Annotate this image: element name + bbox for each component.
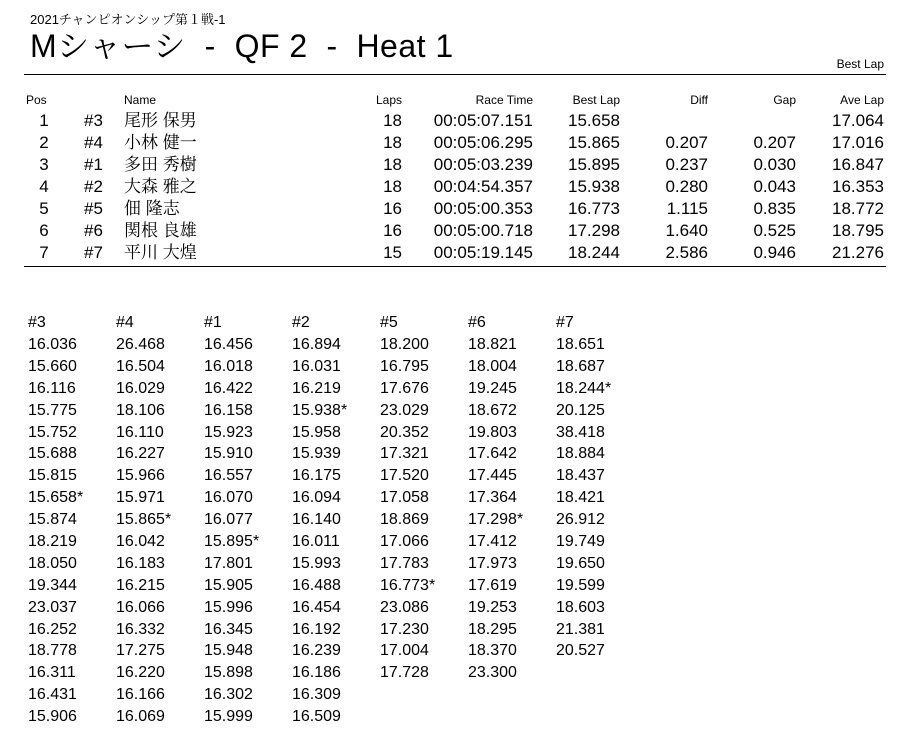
race-time-cell: 00:04:54.357 bbox=[433, 177, 533, 196]
ave-lap-cell: 16.353 bbox=[832, 177, 884, 196]
driver-name-cell: 佃 隆志 bbox=[124, 199, 180, 218]
lap-time: 15.993 bbox=[292, 554, 341, 572]
lap-time: 15.971 bbox=[116, 489, 165, 507]
best-lap-cell: 16.773 bbox=[568, 199, 620, 218]
table-row bbox=[0, 198, 900, 220]
lap-time: 16.175 bbox=[292, 467, 341, 485]
lap-time: 15.906 bbox=[28, 708, 77, 726]
lap-time: 16.011 bbox=[292, 533, 340, 551]
lap-time: 16.422 bbox=[204, 379, 253, 397]
lap-time: 17.676 bbox=[380, 379, 429, 397]
lap-time: 17.058 bbox=[380, 489, 429, 507]
lap-time: 20.527 bbox=[556, 642, 605, 660]
col-header-laps: Laps bbox=[375, 93, 402, 107]
lap-time: 16.066 bbox=[116, 598, 165, 616]
pos-cell: 6 bbox=[39, 221, 49, 240]
diff-cell: 2.586 bbox=[665, 243, 708, 262]
lap-time: 17.728 bbox=[380, 664, 429, 682]
laps-cell: 18 bbox=[383, 177, 402, 196]
lap-time: 18.651 bbox=[556, 336, 605, 353]
lap-time: 18.421 bbox=[556, 489, 605, 507]
lap-time: 16.332 bbox=[116, 620, 165, 638]
lap-time: 15.948 bbox=[204, 642, 253, 660]
race-time-cell: 00:05:06.295 bbox=[433, 133, 533, 152]
gap-cell: 0.525 bbox=[753, 221, 796, 240]
lap-time: 17.520 bbox=[380, 467, 429, 485]
lap-column-car-number: #7 bbox=[556, 314, 574, 331]
pos-cell: 1 bbox=[39, 111, 49, 130]
lap-column bbox=[292, 312, 378, 728]
lap-time: 15.966 bbox=[116, 467, 165, 485]
race-time-cell: 00:05:00.718 bbox=[433, 221, 533, 240]
lap-column bbox=[204, 312, 290, 728]
lap-time: 16.557 bbox=[204, 467, 253, 485]
lap-column-car-number: #2 bbox=[292, 314, 310, 331]
gap-cell: 0.207 bbox=[753, 133, 796, 152]
lap-time: 17.275 bbox=[116, 642, 165, 660]
race-time-cell: 00:05:19.145 bbox=[433, 243, 533, 262]
lap-column-car-number: #3 bbox=[28, 314, 46, 331]
lap-time: 38.418 bbox=[556, 423, 605, 441]
lap-times-grid bbox=[28, 312, 728, 732]
col-header-pos: Pos bbox=[26, 93, 47, 107]
event-subtitle: 2021チャンピオンシップ第１戦-1 bbox=[30, 12, 226, 27]
lap-time: 17.973 bbox=[468, 554, 517, 572]
lap-time: 15.874 bbox=[28, 511, 77, 529]
lap-time: 18.200 bbox=[380, 336, 429, 353]
ave-lap-cell: 17.064 bbox=[832, 111, 884, 130]
lap-time: 17.321 bbox=[380, 445, 429, 463]
lap-column bbox=[468, 312, 554, 684]
best-lap-caption: Best Lap bbox=[836, 57, 884, 71]
lap-time: 16.431 bbox=[28, 686, 77, 704]
lap-column-car-number: #4 bbox=[116, 314, 134, 331]
lap-time: 26.912 bbox=[556, 511, 605, 529]
lap-time: 15.898 bbox=[204, 664, 253, 682]
lap-time: 17.230 bbox=[380, 620, 429, 638]
car-number-cell: #4 bbox=[84, 133, 103, 152]
col-header-diff: Diff bbox=[690, 93, 708, 107]
lap-time: 17.619 bbox=[468, 576, 517, 594]
laps-cell: 18 bbox=[383, 155, 402, 174]
lap-time: 15.938* bbox=[292, 401, 348, 419]
diff-cell: 1.115 bbox=[666, 199, 708, 218]
col-header-best-lap: Best Lap bbox=[572, 93, 620, 107]
car-number-cell: #2 bbox=[84, 177, 103, 196]
lap-time: 16.219 bbox=[292, 379, 341, 397]
divider-top bbox=[24, 74, 886, 75]
car-number-cell: #5 bbox=[84, 199, 103, 218]
laps-cell: 15 bbox=[383, 243, 402, 262]
car-number-cell: #7 bbox=[84, 243, 103, 262]
best-lap-cell: 15.865 bbox=[568, 133, 620, 152]
lap-time: 18.050 bbox=[28, 554, 77, 572]
lap-time: 16.488 bbox=[292, 576, 341, 594]
race-time-cell: 00:05:03.239 bbox=[433, 155, 533, 174]
lap-time: 15.660 bbox=[28, 357, 77, 375]
pos-cell: 5 bbox=[39, 199, 49, 218]
lap-time: 17.412 bbox=[468, 533, 517, 551]
ave-lap-cell: 16.847 bbox=[832, 155, 884, 174]
lap-time: 16.773* bbox=[380, 576, 436, 594]
lap-time: 19.245 bbox=[468, 379, 517, 397]
diff-cell: 0.280 bbox=[665, 177, 708, 196]
pos-cell: 3 bbox=[39, 155, 49, 174]
lap-time: 16.042 bbox=[116, 533, 165, 551]
lap-time: 18.672 bbox=[468, 401, 517, 419]
lap-time: 15.958 bbox=[292, 423, 341, 441]
lap-time: 23.086 bbox=[380, 598, 429, 616]
lap-time: 16.031 bbox=[292, 357, 341, 375]
diff-cell: 0.207 bbox=[665, 133, 708, 152]
lap-time: 26.468 bbox=[116, 336, 165, 353]
lap-time: 18.295 bbox=[468, 620, 517, 638]
lap-time: 18.106 bbox=[116, 401, 165, 419]
lap-time: 21.381 bbox=[556, 620, 605, 638]
gap-cell: 0.835 bbox=[753, 199, 796, 218]
table-row bbox=[0, 242, 900, 264]
pos-cell: 7 bbox=[39, 243, 49, 262]
lap-time: 17.642 bbox=[468, 445, 517, 463]
lap-time: 18.370 bbox=[468, 642, 517, 660]
table-row bbox=[0, 154, 900, 176]
driver-name-cell: 小林 健一 bbox=[124, 133, 197, 152]
lap-time: 16.116 bbox=[28, 379, 76, 397]
best-lap-cell: 18.244 bbox=[568, 243, 620, 262]
lap-time: 16.311 bbox=[28, 664, 76, 682]
lap-time: 16.504 bbox=[116, 357, 165, 375]
lap-time: 15.658* bbox=[28, 489, 84, 507]
lap-time: 15.910 bbox=[204, 445, 253, 463]
lap-time: 18.869 bbox=[380, 511, 429, 529]
lap-time: 17.364 bbox=[468, 489, 517, 507]
lap-time: 16.110 bbox=[116, 423, 164, 441]
lap-time: 20.125 bbox=[556, 401, 605, 419]
lap-time: 16.018 bbox=[204, 357, 253, 375]
table-row bbox=[0, 132, 900, 154]
lap-column bbox=[116, 312, 202, 728]
lap-time: 15.905 bbox=[204, 576, 253, 594]
lap-time: 16.795 bbox=[380, 357, 429, 375]
lap-time: 19.253 bbox=[468, 598, 517, 616]
page-title: Mシャーシ - QF 2 - Heat 1 bbox=[30, 28, 454, 64]
diff-cell: 0.237 bbox=[665, 155, 708, 174]
lap-time: 15.923 bbox=[204, 423, 253, 441]
lap-time: 23.300 bbox=[468, 664, 517, 682]
lap-time: 15.775 bbox=[28, 401, 77, 419]
lap-time: 15.815 bbox=[28, 467, 77, 485]
col-header-name: Name bbox=[124, 93, 157, 107]
ave-lap-cell: 18.795 bbox=[832, 221, 884, 240]
driver-name-cell: 多田 秀樹 bbox=[124, 155, 197, 174]
laps-cell: 16 bbox=[383, 199, 402, 218]
lap-time: 15.895* bbox=[204, 533, 260, 551]
lap-time: 19.749 bbox=[556, 533, 605, 551]
car-number-cell: #6 bbox=[84, 221, 103, 240]
best-lap-cell: 15.895 bbox=[568, 155, 620, 174]
col-header-ave-lap: Ave Lap bbox=[840, 93, 884, 107]
lap-time: 16.029 bbox=[116, 379, 165, 397]
lap-column-car-number: #5 bbox=[380, 314, 398, 331]
best-lap-cell: 17.298 bbox=[568, 221, 620, 240]
lap-time: 16.069 bbox=[116, 708, 165, 726]
lap-time: 16.183 bbox=[116, 554, 165, 572]
lap-time: 19.650 bbox=[556, 554, 605, 572]
lap-time: 17.783 bbox=[380, 554, 429, 572]
lap-time: 16.186 bbox=[292, 664, 341, 682]
lap-time: 16.309 bbox=[292, 686, 341, 704]
lap-time: 16.239 bbox=[292, 642, 341, 660]
lap-time: 20.352 bbox=[380, 423, 429, 441]
lap-time: 16.227 bbox=[116, 445, 165, 463]
lap-time: 18.778 bbox=[28, 642, 77, 660]
ave-lap-cell: 21.276 bbox=[832, 243, 884, 262]
lap-column bbox=[28, 312, 114, 728]
lap-time: 16.509 bbox=[292, 708, 341, 726]
lap-time: 16.345 bbox=[204, 620, 253, 638]
lap-time: 15.939 bbox=[292, 445, 341, 463]
lap-time: 23.029 bbox=[380, 401, 429, 419]
table-row bbox=[0, 220, 900, 242]
lap-column-car-number: #6 bbox=[468, 314, 486, 331]
pos-cell: 4 bbox=[39, 177, 49, 196]
gap-cell: 0.030 bbox=[753, 155, 796, 174]
lap-column-car-number: #1 bbox=[204, 314, 222, 331]
car-number-cell: #1 bbox=[84, 155, 103, 174]
lap-time: 15.999 bbox=[204, 708, 253, 726]
lap-time: 16.454 bbox=[292, 598, 341, 616]
lap-time: 17.445 bbox=[468, 467, 517, 485]
lap-time: 18.219 bbox=[28, 533, 77, 551]
lap-time: 19.599 bbox=[556, 576, 605, 594]
lap-time: 16.894 bbox=[292, 336, 341, 353]
lap-time: 23.037 bbox=[28, 598, 77, 616]
col-header-gap: Gap bbox=[773, 93, 796, 107]
lap-time: 18.603 bbox=[556, 598, 605, 616]
lap-time: 18.244* bbox=[556, 379, 612, 397]
lap-time: 17.004 bbox=[380, 642, 429, 660]
lap-time: 16.158 bbox=[204, 401, 253, 419]
lap-time: 18.687 bbox=[556, 357, 605, 375]
lap-time: 19.344 bbox=[28, 576, 77, 594]
lap-time: 17.066 bbox=[380, 533, 429, 551]
lap-time: 16.140 bbox=[292, 511, 341, 529]
lap-time: 18.821 bbox=[468, 336, 517, 353]
lap-time: 17.801 bbox=[204, 554, 253, 572]
best-lap-cell: 15.938 bbox=[568, 177, 620, 196]
lap-time: 16.252 bbox=[28, 620, 77, 638]
lap-time: 16.302 bbox=[204, 686, 253, 704]
gap-cell: 0.043 bbox=[753, 177, 796, 196]
lap-time: 18.004 bbox=[468, 357, 517, 375]
lap-time: 15.996 bbox=[204, 598, 253, 616]
lap-time: 15.752 bbox=[28, 423, 77, 441]
race-time-cell: 00:05:00.353 bbox=[433, 199, 533, 218]
lap-time: 16.094 bbox=[292, 489, 341, 507]
lap-time: 15.865* bbox=[116, 511, 172, 529]
driver-name-cell: 平川 大煌 bbox=[124, 243, 197, 262]
results-header bbox=[0, 92, 900, 108]
lap-column bbox=[556, 312, 642, 662]
lap-time: 16.077 bbox=[204, 511, 253, 529]
driver-name-cell: 尾形 保男 bbox=[124, 111, 197, 130]
lap-time: 16.456 bbox=[204, 336, 253, 353]
best-lap-cell: 15.658 bbox=[568, 111, 620, 130]
laps-cell: 18 bbox=[383, 111, 402, 130]
lap-time: 18.884 bbox=[556, 445, 605, 463]
lap-time: 16.070 bbox=[204, 489, 253, 507]
driver-name-cell: 大森 雅之 bbox=[124, 177, 197, 196]
lap-time: 16.166 bbox=[116, 686, 165, 704]
ave-lap-cell: 18.772 bbox=[832, 199, 884, 218]
lap-time: 17.298* bbox=[468, 511, 524, 529]
race-time-cell: 00:05:07.151 bbox=[433, 111, 533, 130]
lap-time: 15.688 bbox=[28, 445, 77, 463]
driver-name-cell: 関根 良雄 bbox=[124, 221, 197, 240]
lap-time: 18.437 bbox=[556, 467, 605, 485]
car-number-cell: #3 bbox=[84, 111, 103, 130]
gap-cell: 0.946 bbox=[753, 243, 796, 262]
lap-time: 16.036 bbox=[28, 336, 77, 353]
lap-time: 16.220 bbox=[116, 664, 165, 682]
lap-column bbox=[380, 312, 466, 684]
diff-cell: 1.640 bbox=[665, 221, 708, 240]
lap-time: 16.215 bbox=[116, 576, 165, 594]
lap-time: 16.192 bbox=[292, 620, 341, 638]
divider-bottom bbox=[24, 266, 886, 267]
col-header-race-time: Race Time bbox=[475, 93, 533, 107]
table-row bbox=[0, 176, 900, 198]
pos-cell: 2 bbox=[39, 133, 49, 152]
table-row bbox=[0, 110, 900, 132]
laps-cell: 16 bbox=[383, 221, 402, 240]
ave-lap-cell: 17.016 bbox=[832, 133, 884, 152]
laps-cell: 18 bbox=[383, 133, 402, 152]
lap-time: 19.803 bbox=[468, 423, 517, 441]
